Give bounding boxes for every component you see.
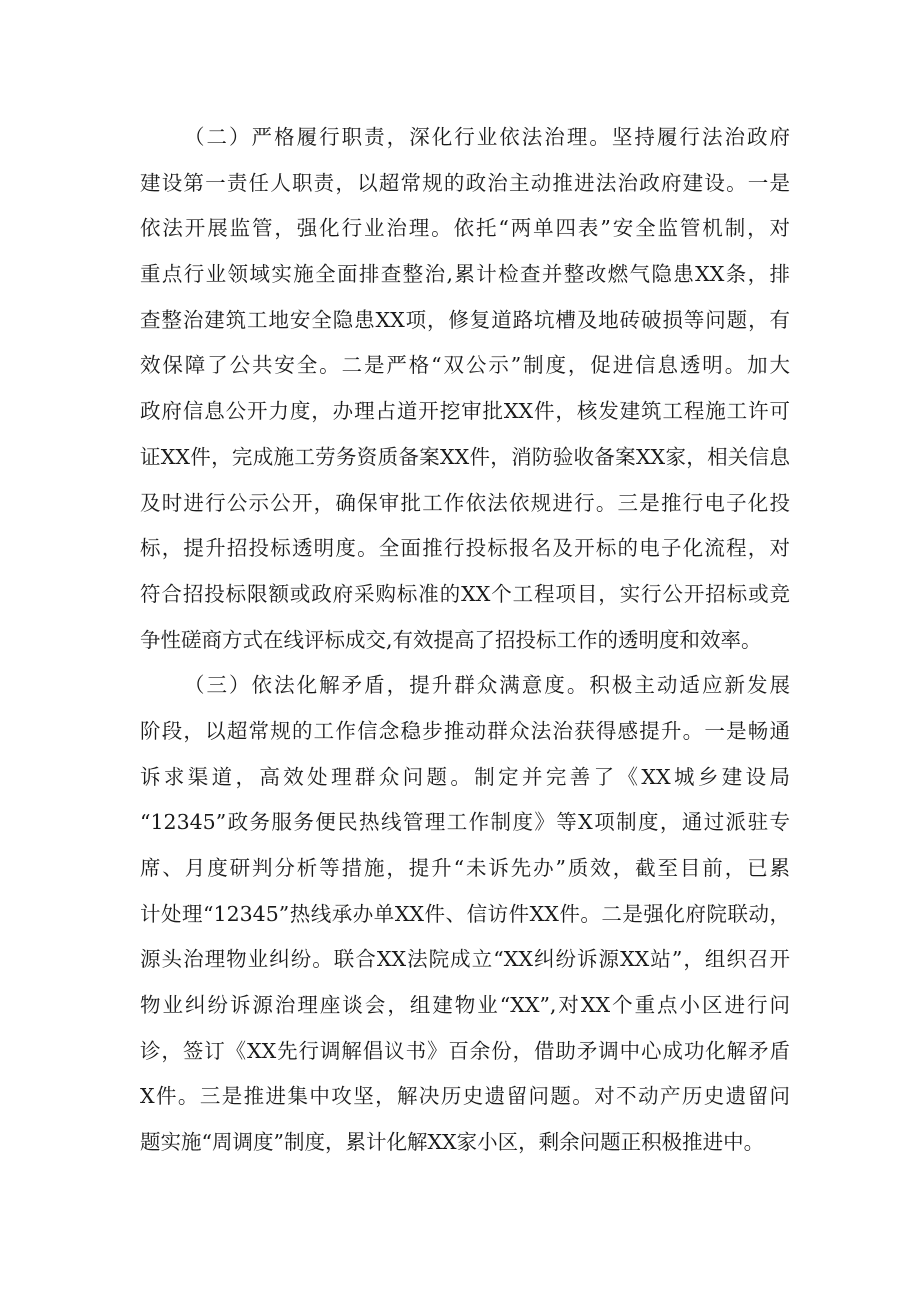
paragraph-line: 政府信息公开力度，办理占道开挖审批XX件，核发建筑工程施工许可 (140, 399, 790, 424)
paragraph-line: 诊，签订《XX先行调解倡议书》百余份，借助矛调中心成功化解矛盾 (140, 1038, 790, 1063)
paragraph-line: X件。三是推进集中攻坚，解决历史遗留问题。对不动产历史遗留问 (140, 1084, 790, 1109)
paragraph-line: “12345”政务服务便民热线管理工作制度》等X项制度，通过派驻专 (140, 810, 790, 835)
paragraph-line: （三）依法化解矛盾，提升群众满意度。积极主动适应新发展 (184, 673, 790, 698)
paragraph-line: 重点行业领域实施全面排查整治,累计检查并整改燃气隐患XX条，排 (140, 262, 790, 287)
paragraph-line: 物业纠纷诉源治理座谈会，组建物业“XX”,对XX个重点小区进行问 (140, 993, 790, 1018)
paragraph-line: 题实施“周调度”制度，累计化解XX家小区，剩余问题正积极推进中。 (140, 1130, 765, 1155)
paragraph-line: 符合招投标限额或政府采购标准的XX个工程项目，实行公开招标或竞 (140, 581, 790, 606)
paragraph-line: 效保障了公共安全。二是严格“双公示”制度，促进信息透明。加大 (140, 353, 790, 378)
paragraph-line: 争性磋商方式在线评标成交,有效提高了招投标工作的透明度和效率。 (140, 627, 762, 652)
paragraph-line: 席、月度研判分析等措施，提升“未诉先办”质效，截至目前，已累 (140, 856, 790, 880)
paragraph-line: 诉求渠道，高效处理群众问题。制定并完善了《XX城乡建设局 (140, 764, 790, 789)
paragraph-line: 证XX件，完成施工劳务资质备案XX件，消防验收备案XX家，相关信息 (140, 444, 790, 469)
paragraph-line: （二）严格履行职责，深化行业依法治理。坚持履行法治政府 (184, 125, 790, 149)
paragraph-line: 及时进行公示公开，确保审批工作依法依规进行。三是推行电子化投 (140, 490, 790, 515)
document-body (140, 115, 790, 1166)
paragraph-section-three (140, 663, 790, 1166)
paragraph-line: 依法开展监管，强化行业治理。依托“两单四表”安全监管机制，对 (140, 216, 790, 241)
paragraph-section-two (140, 115, 790, 663)
paragraph-line: 查整治建筑工地安全隐患XX项，修复道路坑槽及地砖破损等问题，有 (140, 307, 790, 332)
paragraph-line: 标，提升招投标透明度。全面推行投标报名及开标的电子化流程，对 (140, 536, 790, 561)
paragraph-line: 建设第一责任人职责，以超常规的政治主动推进法治政府建设。一是 (140, 170, 790, 195)
paragraph-line: 阶段，以超常规的工作信念稳步推动群众法治获得感提升。一是畅通 (140, 718, 790, 743)
paragraph-line: 计处理“12345”热线承办单XX件、信访件XX件。二是强化府院联动， (140, 901, 790, 926)
paragraph-line: 源头治理物业纠纷。联合XX法院成立“XX纠纷诉源XX站”，组织召开 (140, 947, 790, 972)
